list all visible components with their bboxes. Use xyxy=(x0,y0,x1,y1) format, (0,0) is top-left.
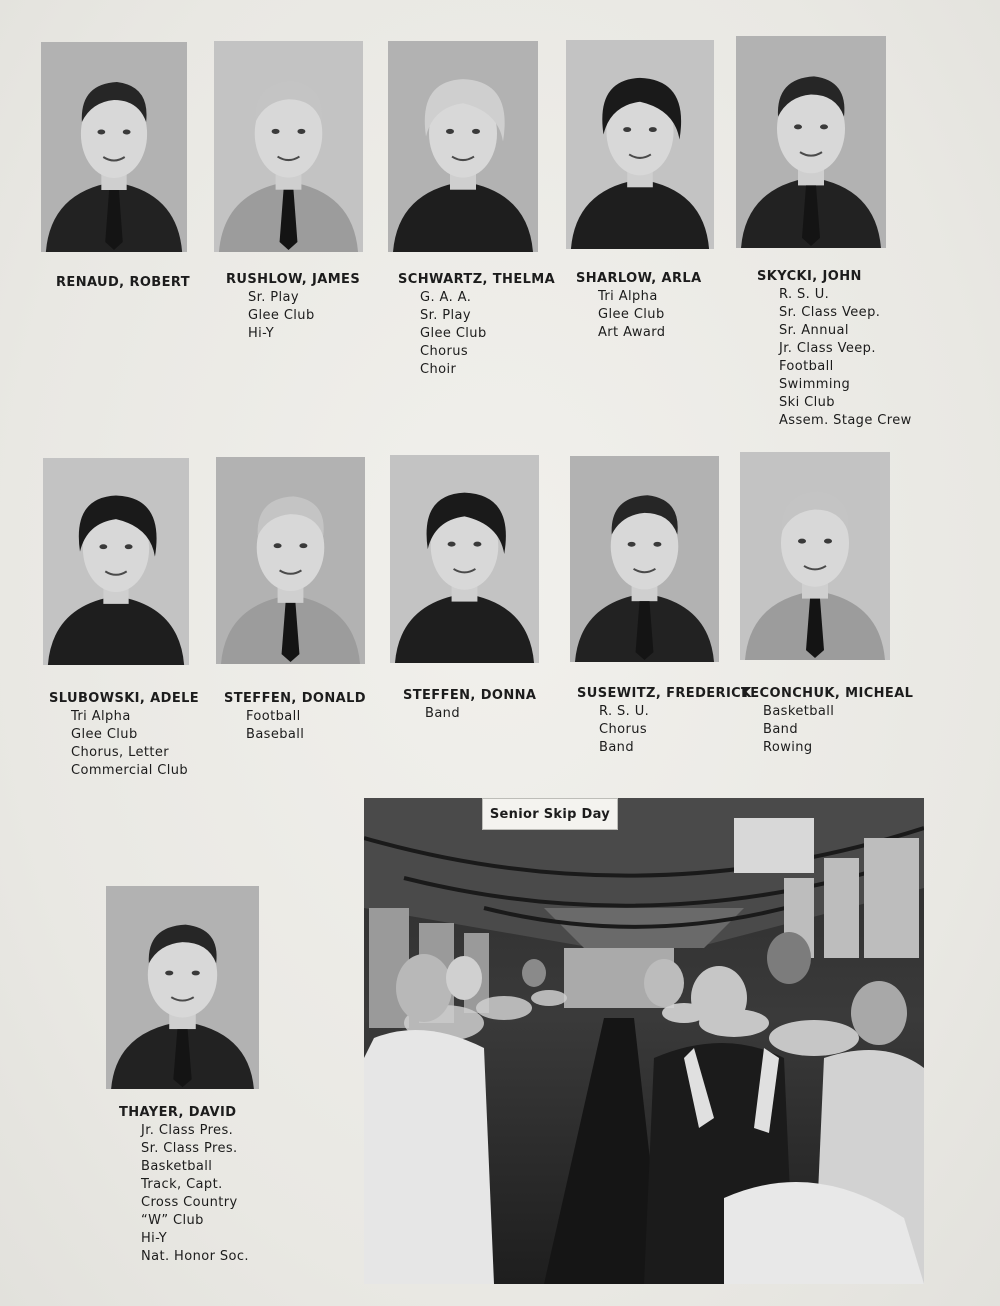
activity: Choir xyxy=(420,362,457,377)
senior-entry xyxy=(576,270,702,342)
portrait-image xyxy=(566,40,714,249)
senior-name: SCHWARTZ, THELMA xyxy=(398,272,556,287)
activity: Band xyxy=(599,740,634,755)
portrait-image xyxy=(216,457,365,664)
portrait-slubowski-adele xyxy=(43,458,189,665)
portrait-teconchuk-micheal xyxy=(740,452,890,660)
activity: Sr. Play xyxy=(420,308,471,323)
senior-entry xyxy=(757,268,912,430)
activity: Sr. Class Pres. xyxy=(141,1141,238,1156)
activity: Ski Club xyxy=(779,395,835,410)
activity: “W” Club xyxy=(141,1213,204,1228)
activity: Rowing xyxy=(763,740,813,755)
portrait-susewitz-frederick xyxy=(570,456,719,662)
senior-entry xyxy=(403,687,536,723)
senior-name: STEFFEN, DONNA xyxy=(403,688,537,703)
activity: Cross Country xyxy=(141,1195,238,1210)
activity: Swimming xyxy=(779,377,851,392)
activity: G. A. A. xyxy=(420,290,472,305)
senior-name: SKYCKI, JOHN xyxy=(757,269,862,284)
senior-name: TECONCHUK, MICHEAL xyxy=(741,686,914,701)
activity: R. S. U. xyxy=(599,704,650,719)
portrait-image xyxy=(214,41,363,252)
senior-entry xyxy=(577,685,752,757)
activity: Glee Club xyxy=(71,727,138,742)
senior-name: SHARLOW, ARLA xyxy=(576,271,702,286)
senior-name: SUSEWITZ, FREDERICK xyxy=(577,686,752,701)
bus-interior-image xyxy=(364,798,924,1284)
activity: Glee Club xyxy=(598,307,665,322)
activity: Tri Alpha xyxy=(598,289,658,304)
activity: Sr. Class Veep. xyxy=(779,305,881,320)
portrait-renaud-robert xyxy=(41,42,187,252)
senior-name: RENAUD, ROBERT xyxy=(56,275,190,290)
senior-name: RUSHLOW, JAMES xyxy=(226,272,361,287)
senior-entry xyxy=(119,1104,249,1266)
portrait-image xyxy=(43,458,189,665)
senior-name: SLUBOWSKI, ADELE xyxy=(49,691,200,706)
activity: R. S. U. xyxy=(779,287,830,302)
senior-entry xyxy=(226,271,360,343)
activity: Chorus, Letter xyxy=(71,745,170,760)
portrait-image xyxy=(736,36,886,248)
senior-entry xyxy=(398,271,555,379)
senior-name: THAYER, DAVID xyxy=(119,1105,237,1120)
activity: Assem. Stage Crew xyxy=(779,413,912,428)
portrait-image xyxy=(106,886,259,1089)
activity: Baseball xyxy=(246,727,305,742)
activity: Football xyxy=(246,709,301,724)
portrait-image xyxy=(41,42,187,252)
activity: Chorus xyxy=(599,722,648,737)
portrait-skycki-john xyxy=(736,36,886,248)
activity: Commercial Club xyxy=(71,763,189,778)
activity: Hi-Y xyxy=(248,326,275,341)
senior-entry xyxy=(49,690,199,780)
senior-name: STEFFEN, DONALD xyxy=(224,691,366,706)
activity: Glee Club xyxy=(420,326,487,341)
portrait-rushlow-james xyxy=(214,41,363,252)
portrait-image xyxy=(388,41,538,252)
portrait-steffen-donna xyxy=(390,455,539,663)
activity: Jr. Class Pres. xyxy=(141,1123,234,1138)
senior-entry xyxy=(741,685,913,757)
portrait-image xyxy=(740,452,890,660)
activity: Band xyxy=(763,722,798,737)
portrait-sharlow-arla xyxy=(566,40,714,249)
portrait-image xyxy=(570,456,719,662)
senior-entry xyxy=(224,690,366,744)
activity: Jr. Class Veep. xyxy=(779,341,876,356)
portrait-thayer-david xyxy=(106,886,259,1089)
activity: Tri Alpha xyxy=(71,709,131,724)
photo-caption: Senior Skip Day xyxy=(482,798,618,830)
activity: Basketball xyxy=(763,704,835,719)
portrait-schwartz-thelma xyxy=(388,41,538,252)
activity: Band xyxy=(425,706,460,721)
senior-skip-day-photo xyxy=(364,798,924,1284)
portrait-image xyxy=(390,455,539,663)
activity: Chorus xyxy=(420,344,469,359)
activity: Basketball xyxy=(141,1159,213,1174)
portrait-steffen-donald xyxy=(216,457,365,664)
activity: Glee Club xyxy=(248,308,315,323)
activity: Art Award xyxy=(598,325,666,340)
activity: Hi-Y xyxy=(141,1231,168,1246)
activity: Sr. Play xyxy=(248,290,299,305)
senior-entry xyxy=(56,274,190,292)
activity: Nat. Honor Soc. xyxy=(141,1249,249,1264)
activity: Football xyxy=(779,359,834,374)
activity: Track, Capt. xyxy=(141,1177,223,1192)
activity: Sr. Annual xyxy=(779,323,849,338)
